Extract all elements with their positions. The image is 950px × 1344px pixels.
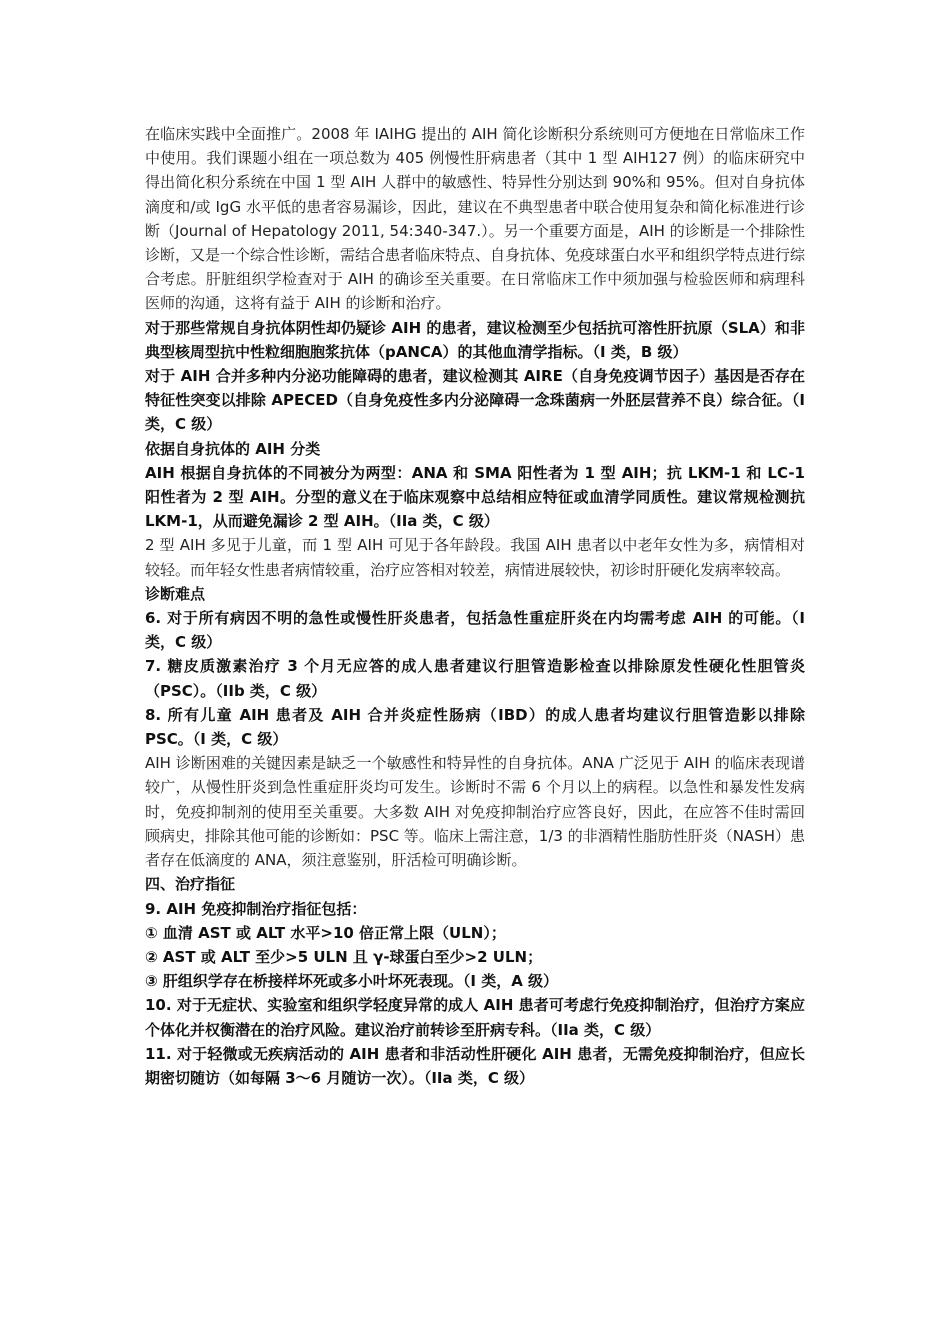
section-heading-classification: 依据自身抗体的 AIH 分类 [145,439,321,458]
recommendation-8: 8. 所有儿童 AIH 患者及 AIH 合并炎症性肠病（IBD）的成人患者均建议行胆管造影以排除 PSC。（I 类，C 级） [145,705,805,749]
recommendation-6: 6. 对于所有病因不明的急性或慢性肝炎患者，包括急性重症肝炎在内均需考虑 AIH 的可能。（I 类，C 级） [145,609,805,652]
recommendation-seronegative: 对于那些常规自身抗体阴性却仍疑诊 AIH 的患者，建议检测至少包括抗可溶性肝抗原（SLA）和非典型核周型抗中性粒细胞胞浆抗体（pANCA）的其他血清学指标。（I 类，B 级） [145,318,805,361]
section-heading-indications: 四、治疗指征 [145,875,236,894]
recommendation-7: 7. 糖皮质激素治疗 3 个月无应答的成人患者建议行胆管造影检查以排除原发性硬化性胆管炎（PSC）。（IIb 类，C 级） [145,657,805,700]
recommendation-9: 9. AIH 免疫抑制治疗指征包括： [145,899,367,918]
indication-item-3: ③ 肝组织学存在桥接样坏死或多小叶坏死表现。（I 类，A 级） [145,972,559,991]
paragraph-diagnosis-scoring: 在临床实践中全面推广。2008 年 IAIHG 提出的 AIH 简化诊断积分系统则可方便地在日常临床工作中使用。我们课题小组在一项总数为 405 例慢性肝病患者（其中 1 型 AIH127 例）的临床研究中得出简化积分系统在中国 1 型 AIH 人群中的敏感性、特异性分别达到 90%和 95%。但对自身抗体滴度和/或 IgG 水平低的患者容易漏诊，因此，建议在不典型患者中联合使用复杂和简化标准进行诊断（Journal of Hepatology 2011, 54:340-347.）。另一个重要方面是，AIH 的诊断是一个排除性诊断，又是一个综合性诊断，需结合患者临床特点、自身抗体、免疫球蛋白水平和组织学特点进行综合考虑。肝脏组织学检查对于 AIH 的确诊至关重要。在日常临床工作中须加强与检验医师和病理科医师的沟通，这将有益于 AIH 的诊断和治疗。 [145,125,806,313]
recommendation-aire: 对于 AIH 合并多种内分泌功能障碍的患者，建议检测其 AIRE（自身免疫调节因子）基因是否存在特征性突变以排除 APECED（自身免疫性多内分泌障碍一念珠菌病一外胚层营养不良）综合征。（I 类，C 级） [145,367,805,434]
paragraph-type2: 2 型 AIH 多见于儿童，而 1 型 AIH 可见于各年龄段。我国 AIH 患者以中老年女性为多，病情相对较轻。而年轻女性患者病情较重，治疗应答相对较差，病情进展较快，初诊时肝硬化发病率较高。 [145,536,805,579]
recommendation-classification: AIH 根据自身抗体的不同被分为两型：ANA 和 SMA 阳性者为 1 型 AIH；抗 LKM-1 和 LC-1 阳性者为 2 型 AIH。分型的意义在于临床观察中总结相应特征或血清学同质性。建议常规检测抗 LKM-1，从而避免漏诊 2 型 AIH。（IIa 类，C 级） [145,463,805,531]
indication-item-2: ② AST 或 ALT 至少>5 ULN 且 γ-球蛋白至少>2 ULN； [145,947,543,966]
section-heading-difficulties: 诊断难点 [145,584,206,603]
indication-item-1: ① 血清 AST 或 ALT 水平>10 倍正常上限（ULN）； [145,923,506,942]
recommendation-10: 10. 对于无症状、实验室和组织学轻度异常的成人 AIH 患者可考虑行免疫抑制治疗，但治疗方案应个体化并权衡潜在的治疗风险。建议治疗前转诊至肝病专科。（IIa 类，C 级） [145,996,805,1039]
paragraph-difficulties: AIH 诊断困难的关键因素是缺乏一个敏感性和特异性的自身抗体。ANA 广泛见于 AIH 的临床表现谱较广，从慢性肝炎到急性重症肝炎均可发生。诊断时不需 6 个月以上的病程。以急性和暴发性发病时，免疫抑制剂的使用至关重要。大多数 AIH 对免疫抑制治疗应答良好，因此，在应答不佳时需回顾病史，排除其他可能的诊断如：PSC 等。临床上需注意，1/3 的非酒精性脂肪性肝炎（NASH）患者存在低滴度的 ANA，须注意鉴别，肝活检可明确诊断。 [145,754,806,870]
recommendation-11: 11. 对于轻微或无疾病活动的 AIH 患者和非活动性肝硬化 AIH 患者，无需免疫抑制治疗，但应长期密切随访（如每隔 3～6 月随访一次）。（IIa 类，C 级） [145,1044,805,1087]
